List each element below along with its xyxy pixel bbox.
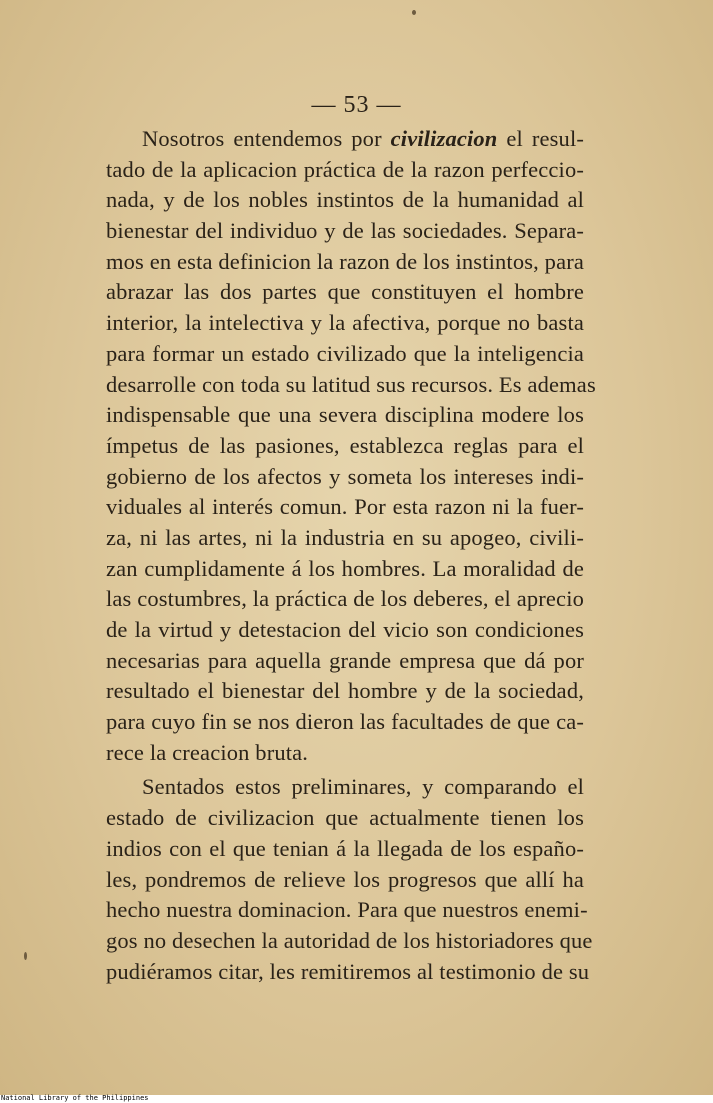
text-line: mos en esta definicion la razon de los instintos, para bbox=[106, 248, 584, 274]
text-line: bienestar del individuo y de las sociedades. Separa- bbox=[106, 218, 584, 244]
text-line: ímpetus de las pasiones, establezca reglas para el bbox=[106, 432, 584, 458]
ink-speck bbox=[24, 952, 27, 960]
text-segment: Nosotros entendemos por bbox=[142, 126, 391, 151]
text-line: abrazar las dos partes que constituyen el hombre bbox=[106, 279, 584, 305]
body-text bbox=[106, 124, 596, 987]
footer-bar bbox=[0, 1095, 713, 1103]
ink-speck bbox=[412, 10, 416, 15]
text-line: indispensable que una severa disciplina modere los bbox=[106, 402, 584, 428]
text-line: zan cumplidamente á los hombres. La moralidad de bbox=[106, 555, 584, 581]
text-line: hecho nuestra dominacion. Para que nuestros enemi- bbox=[106, 897, 588, 923]
text-line: pudiéramos citar, les remitiremos al testimonio de su bbox=[106, 958, 590, 984]
text-line: las costumbres, la práctica de los deberes, el aprecio bbox=[106, 586, 584, 612]
text-line bbox=[106, 124, 584, 155]
text-line: tado de la aplicacion práctica de la razon perfeccio- bbox=[106, 156, 584, 182]
text-line: necesarias para aquella grande empresa que dá por bbox=[106, 647, 584, 673]
text-line: de la virtud y detestacion del vicio son condiciones bbox=[106, 617, 584, 642]
text-line: para cuyo fin se nos dieron las facultades de que ca- bbox=[106, 709, 584, 735]
emphasized-term: civilizacion bbox=[390, 126, 498, 151]
text-line: desarrolle con toda su latitud sus recursos. Es ademas bbox=[106, 371, 596, 397]
text-line: indios con el que tenian á la llegada de los españo- bbox=[106, 835, 584, 861]
library-credit: National Library of the Philippines bbox=[1, 1094, 149, 1102]
text-line: Sentados estos preliminares, y comparando el bbox=[142, 774, 584, 800]
text-line: nada, y de los nobles instintos de la humanidad al bbox=[106, 187, 584, 213]
text-line: interior, la intelectiva y la afectiva, porque no basta bbox=[106, 310, 584, 336]
text-line: estado de civilizacion que actualmente tienen los bbox=[106, 805, 584, 831]
page-number: — 53 — bbox=[311, 92, 402, 118]
text-line: viduales al interés comun. Por esta razon ni la fuer- bbox=[106, 494, 584, 520]
text-line: gos no desechen la autoridad de los historiadores que bbox=[106, 927, 593, 953]
text-line: les, pondremos de relieve los progresos que allí ha bbox=[106, 866, 584, 892]
text-line: za, ni las artes, ni la industria en su apogeo, civili- bbox=[106, 524, 584, 550]
text-line: para formar un estado civilizado que la inteligencia bbox=[106, 340, 584, 366]
text-segment: el resul- bbox=[497, 126, 584, 151]
text-line: rece la creacion bruta. bbox=[106, 739, 309, 765]
text-line: resultado el bienestar del hombre y de la sociedad, bbox=[106, 678, 584, 704]
text-line: gobierno de los afectos y someta los intereses indi- bbox=[106, 463, 584, 489]
